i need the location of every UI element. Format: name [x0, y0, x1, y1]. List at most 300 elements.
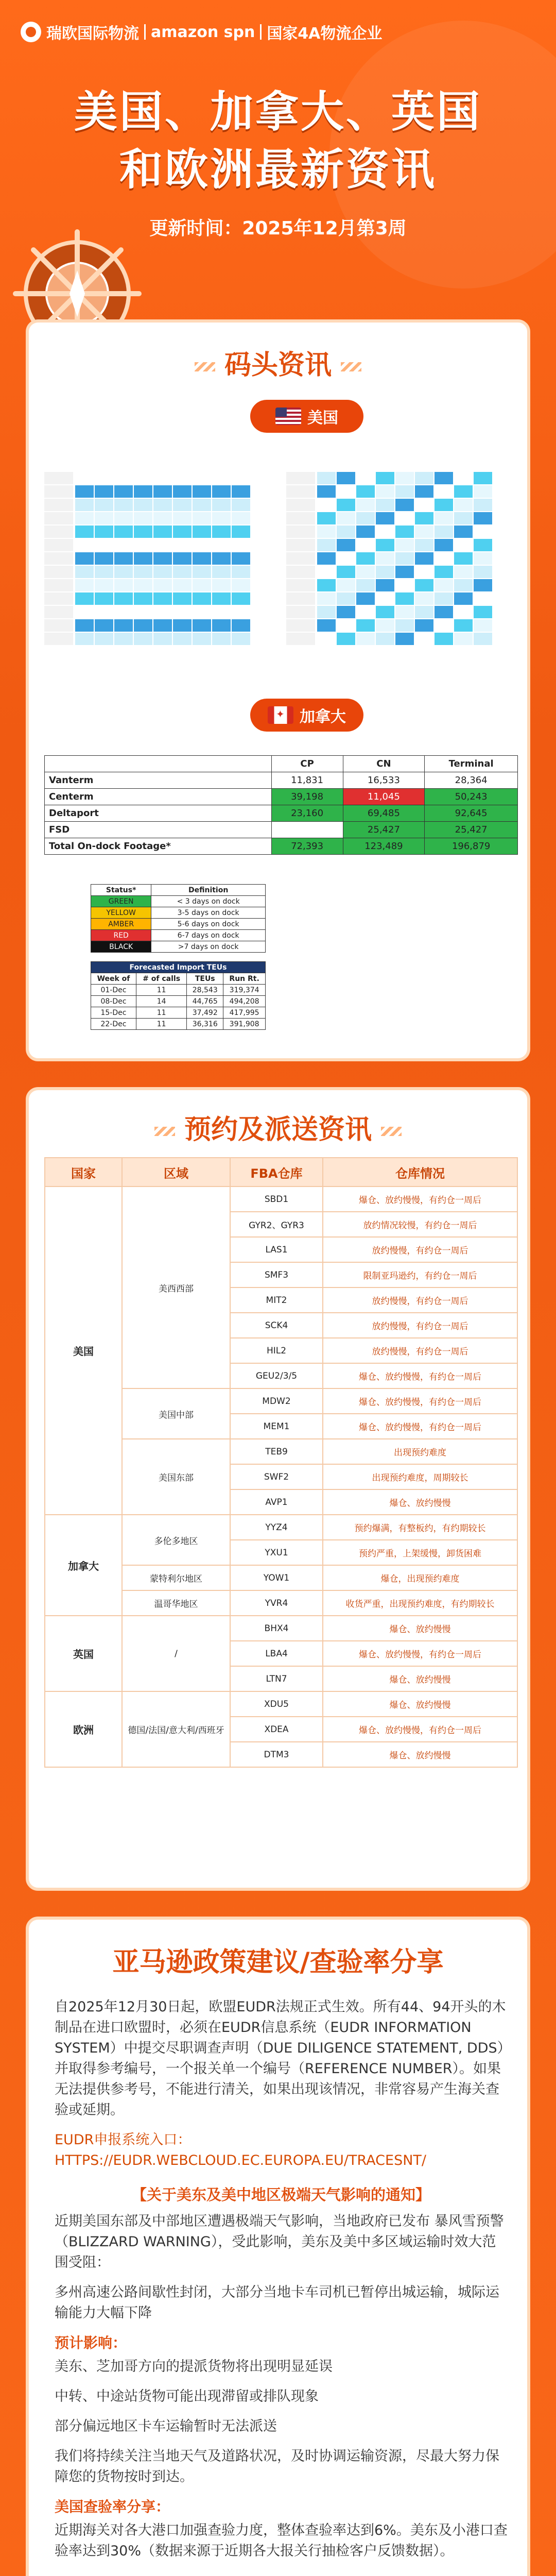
- schedule-cell: [356, 539, 375, 551]
- schedule-cell: [95, 619, 113, 632]
- schedule-cell: [212, 579, 231, 591]
- policy-body: [55, 1997, 508, 2576]
- schedule-cell: [173, 485, 192, 498]
- schedule-cell: [415, 526, 433, 538]
- terminal-name: Centerm: [45, 789, 272, 805]
- table-cell: 417,995: [223, 1007, 266, 1019]
- schedule-cell: [212, 485, 231, 498]
- table-header-cell: 仓库情况: [323, 1158, 517, 1187]
- schedule-cell: [173, 526, 192, 538]
- schedule-cell: [395, 485, 414, 498]
- table-header-cell: CP: [271, 756, 343, 772]
- inspection-text: 近期海关对各大港口加强查验力度，整体查验率达到6%。美东及小港口查验率达到30%（数据来源于近期各大报关行抽检客户反馈数据）。: [55, 2522, 508, 2559]
- table-row: [45, 1515, 517, 1540]
- schedule-cell: [435, 512, 453, 524]
- schedule-cell: [114, 485, 133, 498]
- fba-code-cell: SMF3: [230, 1262, 323, 1287]
- total-label: Total On-dock Footage*: [45, 838, 272, 855]
- schedule-cell: [134, 606, 152, 618]
- country-cell: 加拿大: [45, 1515, 122, 1616]
- fba-code-cell: LTN7: [230, 1666, 323, 1691]
- schedule-cell: [173, 499, 192, 511]
- schedule-cell: [454, 566, 473, 578]
- schedule-cell: [337, 472, 355, 484]
- schedule-cell: [153, 606, 172, 618]
- schedule-cell: [435, 499, 453, 511]
- table-row: [45, 772, 518, 789]
- schedule-cell: [474, 552, 492, 565]
- schedule-cell: [337, 633, 355, 645]
- table-row: [91, 1019, 266, 1030]
- schedule-cell: [337, 526, 355, 538]
- schedule-cell: [232, 592, 250, 605]
- table-cell: 123,489: [343, 838, 425, 855]
- schedule-cell: [356, 485, 375, 498]
- us-schedule-grid: [44, 451, 518, 668]
- update-label: 更新时间：: [149, 218, 242, 239]
- schedule-cell: [134, 633, 152, 645]
- table-cell: 11,045: [343, 789, 425, 805]
- warehouse-status-cell: 出现预约难度: [323, 1439, 517, 1464]
- table-header-cell: Week of: [91, 973, 136, 985]
- table-row: [91, 930, 266, 941]
- schedule-cell: [212, 512, 231, 524]
- table-header-cell: Status*: [91, 885, 151, 896]
- schedule-row-label: [286, 539, 315, 551]
- schedule-row-label: [44, 579, 73, 591]
- table-cell: 28,543: [187, 985, 223, 996]
- schedule-row-label: [44, 485, 73, 498]
- schedule-cell: [173, 539, 192, 551]
- schedule-cell: [454, 619, 473, 632]
- warehouse-status-cell: 预约爆满，有整板约，有约期较长: [323, 1515, 517, 1540]
- brand-divider: [260, 24, 262, 40]
- warehouse-table-body: [45, 1187, 517, 1767]
- schedule-cell: [232, 566, 250, 578]
- schedule-cell: [75, 526, 94, 538]
- policy-card: [26, 1917, 530, 2576]
- fba-code-cell: GYR2、GYR3: [230, 1212, 323, 1237]
- table-row: [91, 896, 266, 907]
- schedule-cell: [95, 499, 113, 511]
- warehouse-status-cell: 放约慢慢，有约仓一周后: [323, 1237, 517, 1262]
- fba-code-cell: XDU5: [230, 1691, 323, 1717]
- fba-code-cell: SWF2: [230, 1464, 323, 1489]
- schedule-cell: [317, 619, 336, 632]
- schedule-row-label: [44, 592, 73, 605]
- warehouse-status-cell: 爆仓、放约慢慢，有约仓一周后: [323, 1388, 517, 1414]
- schedule-cell: [474, 472, 492, 484]
- schedule-cell: [173, 512, 192, 524]
- table-row: [45, 822, 518, 838]
- schedule-cell: [212, 472, 231, 484]
- brand-tag: 国家4A物流企业: [267, 25, 383, 43]
- warehouse-status-cell: 放约慢慢，有约仓一周后: [323, 1313, 517, 1338]
- schedule-cell: [317, 472, 336, 484]
- table-header-cell: FBA仓库: [230, 1158, 323, 1187]
- schedule-cell: [435, 566, 453, 578]
- table-cell: 50,243: [425, 789, 518, 805]
- table-row: [45, 1187, 517, 1212]
- schedule-cell: [395, 606, 414, 618]
- title-decoration: [154, 1127, 175, 1136]
- schedule-cell: [114, 472, 133, 484]
- fba-code-cell: SCK4: [230, 1313, 323, 1338]
- table-cell: 14: [136, 996, 186, 1007]
- schedule-cell: [415, 579, 433, 591]
- schedule-cell: [193, 472, 211, 484]
- schedule-cell: [134, 472, 152, 484]
- warehouse-status-cell: 爆仓，出现预约难度: [323, 1565, 517, 1590]
- schedule-cell: [134, 552, 152, 565]
- schedule-cell: [454, 579, 473, 591]
- warehouse-status-cell: 出现预约难度，周期较长: [323, 1464, 517, 1489]
- schedule-cell: [415, 619, 433, 632]
- table-row: [91, 941, 266, 953]
- schedule-cell: [134, 499, 152, 511]
- warehouse-title-text: 预约及派送资讯: [184, 1114, 372, 1145]
- schedule-cell: [212, 592, 231, 605]
- warehouse-status-cell: 放约情况较慢，有约仓一周后: [323, 1212, 517, 1237]
- schedule-cell: [395, 592, 414, 605]
- table-header-cell: 国家: [45, 1158, 122, 1187]
- schedule-cell: [153, 512, 172, 524]
- schedule-cell: [454, 552, 473, 565]
- schedule-cell: [95, 485, 113, 498]
- policy-section-title: 亚马逊政策建议/查验率分享: [112, 1947, 444, 1978]
- schedule-cell: [153, 566, 172, 578]
- status-legend-table: [91, 884, 266, 953]
- schedule-cell: [232, 579, 250, 591]
- table-cell: 22-Dec: [91, 1019, 136, 1030]
- schedule-cell: [454, 512, 473, 524]
- impact-label: 预计影响：: [55, 2334, 127, 2351]
- fba-code-cell: SBD1: [230, 1187, 323, 1212]
- schedule-cell: [75, 619, 94, 632]
- warehouse-status-cell: 爆仓、放约慢慢，有约仓一周后: [323, 1363, 517, 1388]
- schedule-cell: [232, 619, 250, 632]
- schedule-cell: [376, 633, 394, 645]
- schedule-cell: [134, 619, 152, 632]
- schedule-cell: [193, 485, 211, 498]
- schedule-cell: [337, 499, 355, 511]
- title-decoration: [195, 362, 215, 371]
- schedule-row-label: [286, 499, 315, 511]
- schedule-cell: [153, 592, 172, 605]
- schedule-cell: [75, 592, 94, 605]
- schedule-cell: [415, 633, 433, 645]
- schedule-cell: [114, 566, 133, 578]
- schedule-row-label: [44, 526, 73, 538]
- table-cell: 69,485: [343, 805, 425, 822]
- brand-logo-icon: [21, 22, 41, 42]
- schedule-cell: [337, 485, 355, 498]
- schedule-cell: [317, 592, 336, 605]
- table-cell: 25,427: [343, 822, 425, 838]
- forecast-teu-table: [91, 961, 266, 1030]
- schedule-cell: [395, 579, 414, 591]
- schedule-cell: [153, 526, 172, 538]
- schedule-cell: [193, 579, 211, 591]
- schedule-cell: [356, 633, 375, 645]
- country-cell: 美国: [45, 1187, 122, 1515]
- eudr-link[interactable]: EUDR申报系统入口：HTTPS://EUDR.WEBCLOUD.EC.EUROPA.EU/TRACESNT/: [55, 2132, 427, 2168]
- table-header-cell: 区域: [122, 1158, 230, 1187]
- country-cell: 欧洲: [45, 1691, 122, 1767]
- schedule-cell: [134, 526, 152, 538]
- schedule-cell: [474, 512, 492, 524]
- schedule-cell: [173, 633, 192, 645]
- table-cell: 11: [136, 1007, 186, 1019]
- schedule-cell: [193, 552, 211, 565]
- schedule-cell: [356, 579, 375, 591]
- schedule-cell: [356, 592, 375, 605]
- schedule-cell: [454, 485, 473, 498]
- fba-code-cell: MDW2: [230, 1388, 323, 1414]
- schedule-row-label: [286, 592, 315, 605]
- schedule-cell: [114, 539, 133, 551]
- schedule-cell: [232, 526, 250, 538]
- schedule-cell: [232, 606, 250, 618]
- schedule-cell: [337, 619, 355, 632]
- schedule-cell: [317, 485, 336, 498]
- schedule-cell: [193, 633, 211, 645]
- table-cell: 391,908: [223, 1019, 266, 1030]
- table-header-cell: Terminal: [425, 756, 518, 772]
- schedule-cell: [454, 526, 473, 538]
- fba-code-cell: GEU2/3/5: [230, 1363, 323, 1388]
- schedule-cell: [337, 606, 355, 618]
- schedule-row-label: [286, 633, 315, 645]
- canada-flag-icon: [268, 706, 293, 724]
- schedule-cell: [193, 566, 211, 578]
- table-header-cell: TEUs: [187, 973, 223, 985]
- schedule-cell: [435, 526, 453, 538]
- schedule-cell: [153, 499, 172, 511]
- table-cell: 494,208: [223, 996, 266, 1007]
- table-row: [91, 985, 266, 996]
- amazon-spn-label: amazon spn: [151, 23, 255, 41]
- schedule-cell: [435, 552, 453, 565]
- page-title-line1: 美国、加拿大、英国: [74, 87, 482, 137]
- schedule-cell: [376, 552, 394, 565]
- schedule-cell: [212, 619, 231, 632]
- definition-cell: < 3 days on dock: [151, 896, 266, 907]
- schedule-cell: [232, 512, 250, 524]
- terminal-name: Vanterm: [45, 772, 272, 789]
- us-terminal-schedule: [44, 451, 518, 668]
- table-cell: 01-Dec: [91, 985, 136, 996]
- title-decoration: [381, 1127, 402, 1136]
- schedule-cell: [232, 499, 250, 511]
- schedule-cell: [474, 633, 492, 645]
- schedule-row-label: [44, 633, 73, 645]
- schedule-cell: [232, 539, 250, 551]
- fba-code-cell: MIT2: [230, 1287, 323, 1313]
- schedule-cell: [435, 579, 453, 591]
- status-cell: GREEN: [91, 896, 151, 907]
- table-cell: 36,316: [187, 1019, 223, 1030]
- schedule-cell: [95, 526, 113, 538]
- brand-name: 瑞欧国际物流: [46, 25, 139, 43]
- schedule-cell: [75, 485, 94, 498]
- schedule-cell: [317, 539, 336, 551]
- schedule-cell: [173, 472, 192, 484]
- schedule-cell: [474, 539, 492, 551]
- warehouse-status-cell: 爆仓、放约慢慢，有约仓一周后: [323, 1717, 517, 1742]
- schedule-cell: [454, 539, 473, 551]
- impact-item: 中转、中途站货物可能出现滞留或排队现象: [55, 2388, 319, 2404]
- warehouse-status-cell: 收货严重，出现预约难度，有约期较长: [323, 1590, 517, 1616]
- schedule-cell: [415, 606, 433, 618]
- schedule-cell: [153, 539, 172, 551]
- schedule-cell: [337, 552, 355, 565]
- schedule-row-label: [44, 552, 73, 565]
- warehouse-status-cell: 爆仓、放约慢慢，有约仓一周后: [323, 1187, 517, 1212]
- schedule-cell: [232, 485, 250, 498]
- brand-bar: [21, 21, 382, 43]
- schedule-cell: [376, 606, 394, 618]
- schedule-row-label: [44, 619, 73, 632]
- schedule-cell: [232, 472, 250, 484]
- impact-item: 部分偏远地区卡车运输暂时无法派送: [55, 2418, 277, 2434]
- table-row: [45, 789, 518, 805]
- schedule-cell: [376, 499, 394, 511]
- us-flag-icon: [275, 408, 301, 425]
- table-row-total: [45, 838, 518, 855]
- status-cell: RED: [91, 930, 151, 941]
- terminal-name: Deltaport: [45, 805, 272, 822]
- schedule-cell: [212, 539, 231, 551]
- warehouse-info-card: [26, 1087, 530, 1891]
- ca-terminal-table: [44, 755, 518, 855]
- schedule-cell: [75, 606, 94, 618]
- schedule-cell: [134, 579, 152, 591]
- schedule-cell: [376, 579, 394, 591]
- schedule-cell: [435, 485, 453, 498]
- table-header-cell: [45, 756, 272, 772]
- definition-cell: 5-6 days on dock: [151, 919, 266, 930]
- schedule-cell: [153, 579, 172, 591]
- ca-label: 加拿大: [300, 708, 346, 726]
- schedule-cell: [173, 552, 192, 565]
- impact-item: 美东、芝加哥方向的提派货物将出现明显延误: [55, 2359, 333, 2375]
- schedule-cell: [376, 566, 394, 578]
- region-cell: 蒙特利尔地区: [122, 1565, 230, 1590]
- fba-code-cell: YYZ4: [230, 1515, 323, 1540]
- table-cell: 23,160: [271, 805, 343, 822]
- schedule-cell: [454, 592, 473, 605]
- schedule-cell: [193, 539, 211, 551]
- schedule-row-label: [44, 512, 73, 524]
- schedule-cell: [153, 633, 172, 645]
- schedule-cell: [435, 592, 453, 605]
- table-cell: 28,364: [425, 772, 518, 789]
- schedule-row-label: [286, 472, 315, 484]
- region-cell: 美国中部: [122, 1388, 230, 1439]
- fba-code-cell: LBA4: [230, 1641, 323, 1666]
- schedule-cell: [415, 566, 433, 578]
- schedule-cell: [435, 619, 453, 632]
- schedule-cell: [153, 552, 172, 565]
- schedule-cell: [474, 606, 492, 618]
- table-cell: 92,645: [425, 805, 518, 822]
- schedule-cell: [317, 633, 336, 645]
- terminal-info-card: [26, 319, 530, 1061]
- schedule-cell: [474, 485, 492, 498]
- schedule-cell: [337, 566, 355, 578]
- table-row: [91, 1007, 266, 1019]
- warehouse-section-title: [29, 1108, 527, 1146]
- schedule-cell: [435, 633, 453, 645]
- schedule-cell: [173, 619, 192, 632]
- schedule-cell: [193, 499, 211, 511]
- schedule-cell: [415, 539, 433, 551]
- impact-note: 我们将持续关注当地天气及道路状况，及时协调运输资源，尽最大努力保障您的货物按时到达。: [55, 2448, 499, 2485]
- fba-code-cell: DTM3: [230, 1742, 323, 1767]
- schedule-cell: [114, 579, 133, 591]
- region-cell: 德国/法国/意大利/西班牙: [122, 1691, 230, 1767]
- schedule-row-label: [286, 552, 315, 565]
- table-cell: 39,198: [271, 789, 343, 805]
- schedule-row-label: [286, 512, 315, 524]
- schedule-cell: [317, 499, 336, 511]
- schedule-cell: [134, 485, 152, 498]
- schedule-cell: [95, 539, 113, 551]
- table-header-cell: # of calls: [136, 973, 186, 985]
- schedule-right-grid: [286, 472, 492, 645]
- schedule-cell: [193, 619, 211, 632]
- table-cell: 16,533: [343, 772, 425, 789]
- schedule-cell: [75, 552, 94, 565]
- title-decoration: [341, 362, 361, 371]
- schedule-cell: [454, 472, 473, 484]
- schedule-cell: [454, 606, 473, 618]
- schedule-cell: [114, 592, 133, 605]
- fba-code-cell: MEM1: [230, 1414, 323, 1439]
- table-cell: 11,831: [271, 772, 343, 789]
- schedule-cell: [153, 472, 172, 484]
- schedule-cell: [95, 592, 113, 605]
- schedule-cell: [454, 499, 473, 511]
- schedule-cell: [212, 552, 231, 565]
- schedule-cell: [415, 592, 433, 605]
- table-cell: 44,765: [187, 996, 223, 1007]
- schedule-cell: [415, 552, 433, 565]
- forecast-title: Forecasted Import TEUs: [91, 962, 266, 973]
- region-cell: 温哥华地区: [122, 1590, 230, 1616]
- table-header-row: [91, 973, 266, 985]
- warehouse-status-cell: 爆仓、放约慢慢: [323, 1742, 517, 1767]
- table-header-cell: CN: [343, 756, 425, 772]
- schedule-cell: [356, 526, 375, 538]
- schedule-cell: [114, 512, 133, 524]
- table-row: [45, 1616, 517, 1641]
- schedule-cell: [75, 633, 94, 645]
- schedule-cell: [173, 579, 192, 591]
- region-cell: /: [122, 1616, 230, 1691]
- schedule-row-label: [44, 499, 73, 511]
- inspection-heading: 美国查验率分享：: [55, 2498, 170, 2515]
- schedule-cell: [395, 619, 414, 632]
- schedule-cell: [337, 592, 355, 605]
- terminal-section-title: [29, 343, 527, 382]
- schedule-cell: [173, 592, 192, 605]
- table-row: [91, 907, 266, 919]
- schedule-cell: [435, 539, 453, 551]
- warehouse-status-cell: 爆仓、放约慢慢: [323, 1489, 517, 1515]
- schedule-row-label: [286, 485, 315, 498]
